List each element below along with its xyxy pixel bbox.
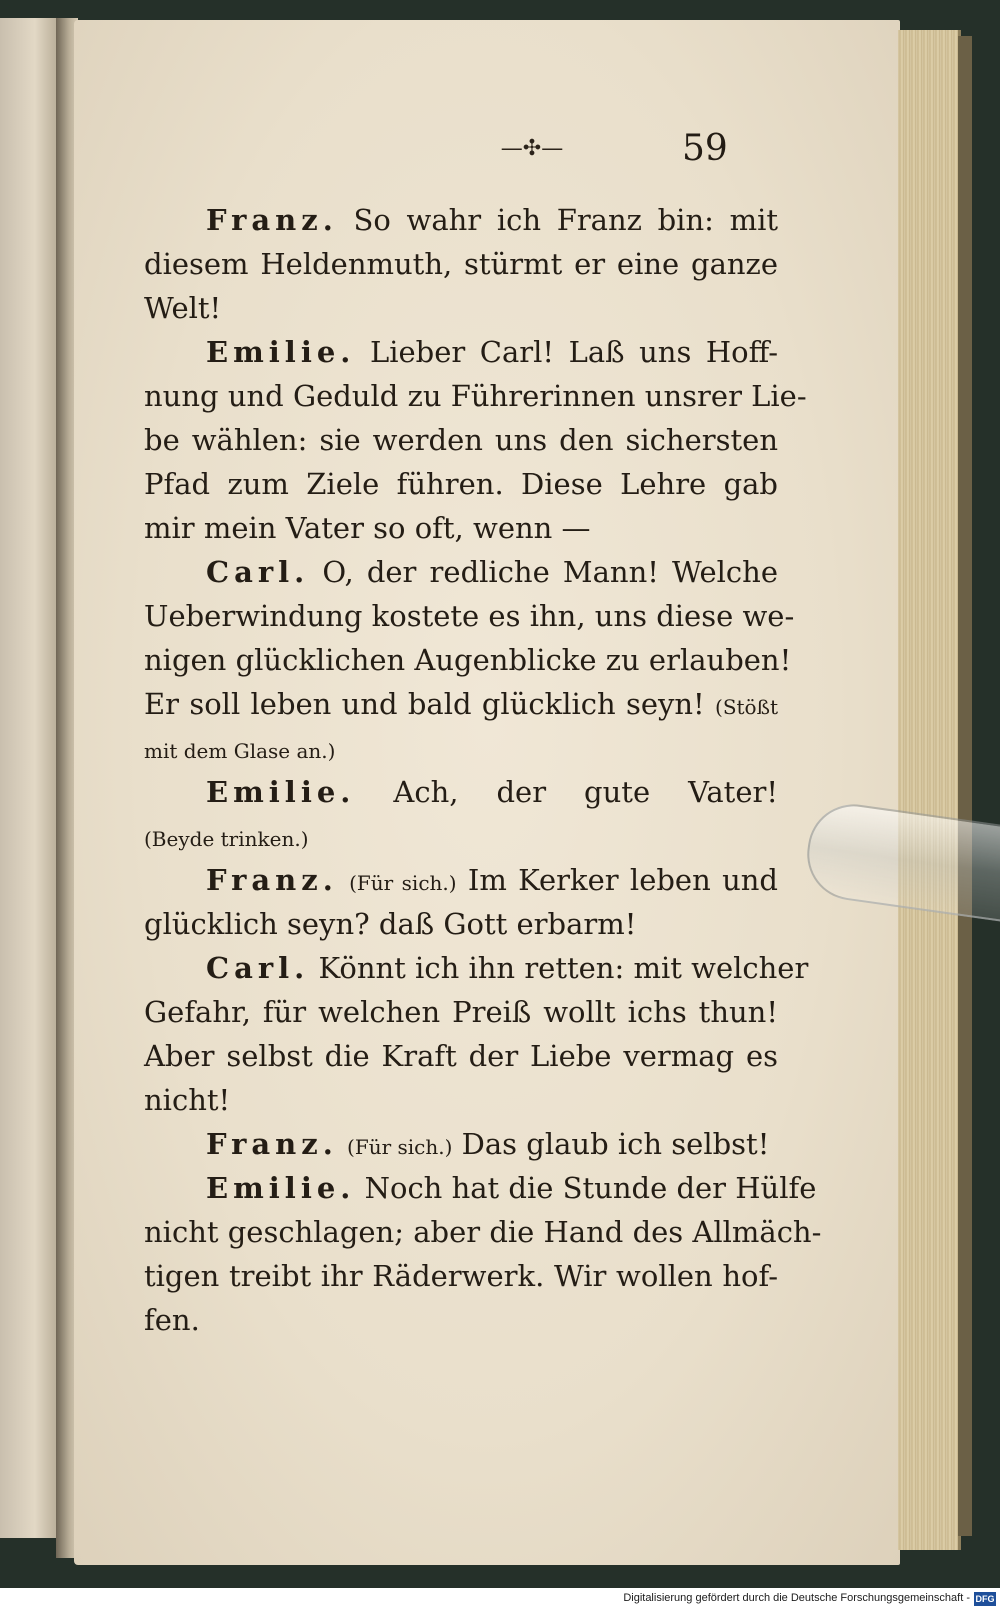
line-text: be wählen: sie werden uns den sichersten <box>144 423 778 457</box>
line-text: Könnt ich ihn retten: mit welcher <box>318 951 809 985</box>
speaker-name: Franz. <box>206 863 338 897</box>
line-text: Welt! <box>144 291 222 325</box>
stage-direction: (Beyde trinken.) <box>144 827 309 851</box>
page-stack-edge <box>898 30 961 1550</box>
line-text: Lieber Carl! Laß uns Hoff- <box>369 335 779 369</box>
text-line <box>144 418 778 462</box>
paragraph <box>144 858 778 946</box>
text-line <box>144 902 778 946</box>
line-text: Gefahr, für welchen Preiß wollt ichs thun! <box>144 995 778 1029</box>
paragraph <box>144 946 809 1122</box>
text-line <box>144 1254 778 1298</box>
text-line <box>144 1298 778 1342</box>
book-cover-edge <box>958 36 972 1536</box>
line-text: So wahr ich Franz bin: mit <box>353 203 778 237</box>
text-line <box>144 594 795 638</box>
line-text: nigen glücklichen Augenblicke zu erlauben! <box>144 643 792 677</box>
speaker-name: Emilie. <box>206 775 356 809</box>
paragraph <box>144 1166 822 1342</box>
page-header <box>74 128 900 178</box>
ornament <box>472 136 592 166</box>
text-line <box>144 726 778 770</box>
line-text: fen. <box>144 1303 200 1337</box>
line-text: nung und Geduld zu Führerinnen unsrer Lie- <box>144 379 807 413</box>
line-text: Im Kerker leben und <box>467 863 778 897</box>
text-line <box>144 242 778 286</box>
left-page-edge <box>0 18 60 1538</box>
line-text: Ueberwindung kostete es ihn, uns diese we- <box>144 599 795 633</box>
paragraph <box>144 770 778 858</box>
line-text: mir mein Vater so oft, wenn — <box>144 511 591 545</box>
text-line <box>144 506 778 550</box>
line-text: nicht geschlagen; aber die Hand des Allmäch- <box>144 1215 822 1249</box>
paragraph <box>144 330 807 550</box>
paragraph <box>144 1122 778 1166</box>
text-line <box>144 462 778 506</box>
text-line <box>144 858 778 902</box>
line-text: Pfad zum Ziele führen. Diese Lehre gab <box>144 467 778 501</box>
page-text <box>144 198 822 1342</box>
footer-credit: Digitalisierung gefördert durch die Deutsche Forschungsgemeinschaft - <box>623 1592 970 1604</box>
text-line <box>144 1166 817 1210</box>
stage-direction: (Für sich.) <box>349 871 457 895</box>
line-text: nicht! <box>144 1083 231 1117</box>
speaker-name: Franz. <box>206 203 338 237</box>
speaker-name: Emilie. <box>206 335 356 369</box>
text-line <box>144 990 778 1034</box>
dfg-logo: DFG <box>975 1594 995 1604</box>
line-text: tigen treibt ihr Räderwerk. Wir wollen hof- <box>144 1259 778 1293</box>
speaker-name: Carl. <box>206 555 310 589</box>
stage-direction: mit dem Glase an.) <box>144 739 336 763</box>
text-line <box>144 1078 778 1122</box>
line-text: Ach, der gute Vater! <box>393 775 778 809</box>
text-line <box>144 330 778 374</box>
text-line <box>144 770 778 814</box>
ornament-glyph: —✣— <box>500 136 564 161</box>
text-line <box>144 198 778 242</box>
text-line <box>144 814 778 858</box>
text-line <box>144 1210 822 1254</box>
line-text: Aber selbst die Kraft der Liebe vermag es <box>144 1039 778 1073</box>
text-line <box>144 638 792 682</box>
text-line <box>144 286 778 330</box>
text-line <box>144 682 778 726</box>
text-line <box>144 946 809 990</box>
text-line <box>144 1122 778 1166</box>
paragraph <box>144 550 795 770</box>
speaker-name: Carl. <box>206 951 310 985</box>
line-text: diesem Heldenmuth, stürmt er eine ganze <box>144 247 778 281</box>
stage-direction: (Für sich.) <box>347 1135 453 1159</box>
text-line <box>144 1034 778 1078</box>
line-text: Er soll leben und bald glücklich seyn! <box>144 687 705 721</box>
paragraph <box>144 198 778 330</box>
text-line <box>144 374 807 418</box>
stage-direction: (Stößt <box>715 695 778 719</box>
footer-bar <box>0 1588 1000 1612</box>
page-number: 59 <box>682 128 728 169</box>
line-text: Das glaub ich selbst! <box>461 1127 770 1161</box>
speaker-name: Emilie. <box>206 1171 356 1205</box>
text-line <box>144 550 778 594</box>
line-text: glücklich seyn? daß Gott erbarm! <box>144 907 637 941</box>
line-text: Noch hat die Stunde der Hülfe <box>364 1171 817 1205</box>
speaker-name: Franz. <box>206 1127 338 1161</box>
line-text: O, der redliche Mann! Welche <box>322 555 778 589</box>
